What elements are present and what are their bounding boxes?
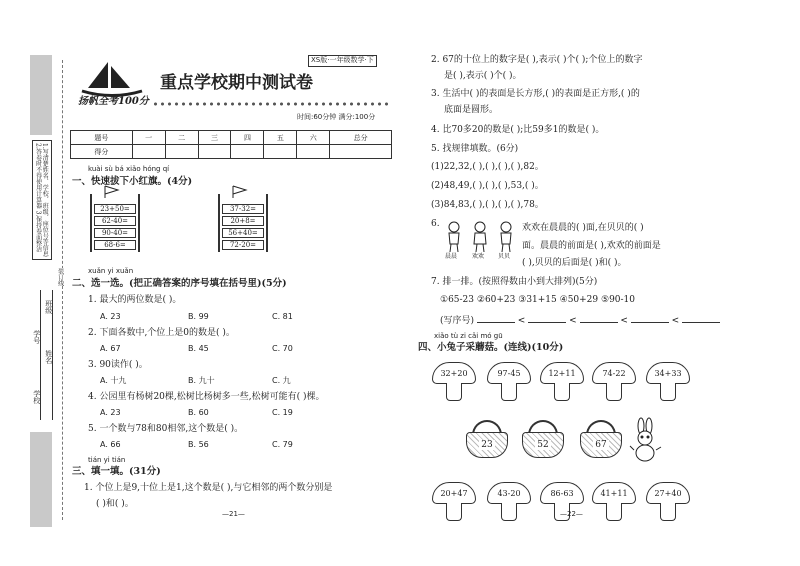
score-table-header	[71, 131, 392, 145]
mushroom-stem	[660, 503, 676, 521]
s3-title: 三、填一填。(31分)	[72, 466, 161, 477]
score-header-cell: 二	[165, 131, 198, 145]
ladder-rung: 56+40=	[222, 228, 264, 238]
mushroom-bottom-5[interactable]	[646, 482, 690, 522]
ladder-a	[90, 194, 140, 252]
mushroom-stem	[446, 503, 462, 521]
mushroom-cap: 86-63	[540, 482, 584, 504]
mushroom-stem	[446, 383, 462, 401]
score-header-cell: 六	[297, 131, 330, 145]
field-line-b	[52, 290, 53, 420]
s2-q2: 2. 下面各数中,个位上是0的数是( )。	[88, 328, 235, 338]
rabbit-icon	[628, 418, 664, 462]
sidebar-notice: 1.写清楚姓名、学校、班级、座位号等信息 2.答卷时不得使用计算器 3.保持卷面整洁	[34, 143, 49, 257]
q7-less-than: <	[671, 316, 680, 326]
sidebar-info-fields	[30, 290, 58, 420]
ladder-rung: 62-40=	[94, 216, 136, 226]
basket-number: 52	[537, 440, 549, 450]
mushroom-top-2[interactable]	[487, 362, 531, 402]
s2-q3-c[interactable]: C. 九	[272, 376, 291, 385]
mushroom-cap: 41+11	[592, 482, 636, 504]
score-cell[interactable]	[132, 145, 165, 159]
page-number-right: —22—	[560, 510, 583, 518]
brand-logo	[78, 58, 149, 108]
mushroom-top-4[interactable]	[592, 362, 636, 402]
dot-divider	[152, 102, 392, 106]
q3-line2: 底面是圆形。	[444, 105, 499, 115]
ladder-b	[218, 194, 268, 252]
s2-q4-b[interactable]: B. 60	[188, 408, 209, 417]
s3-pinyin: tián yi tián	[88, 456, 126, 464]
mushroom-top-1[interactable]	[432, 362, 476, 402]
q5-row-2: (2)48,49,( ),( ),( ),53,( )。	[431, 181, 544, 191]
ladder-rung: 20+8=	[222, 216, 264, 226]
mushroom-stem	[606, 503, 622, 521]
basket-number: 23	[481, 440, 493, 450]
s2-q5: 5. 一个数与78和80相邻,这个数是( )。	[88, 424, 244, 434]
basket-body	[522, 432, 564, 458]
score-header-cell: 题号	[71, 131, 133, 145]
score-cell[interactable]	[330, 145, 392, 159]
sidebar-notice-box	[32, 140, 52, 260]
score-header-cell: 一	[132, 131, 165, 145]
q5-row-1: (1)22,32,( ),( ),( ),( ),82。	[431, 162, 544, 172]
score-cell[interactable]	[297, 145, 330, 159]
field-line-a	[40, 290, 41, 420]
score-header-cell: 三	[198, 131, 231, 145]
score-cell[interactable]	[165, 145, 198, 159]
q5-title: 5. 找规律填数。(6分)	[431, 144, 519, 154]
s3-q1-line2: ( )和( )。	[96, 499, 134, 509]
ladder-rung: 68-6=	[94, 240, 136, 250]
field-name: 姓名	[44, 350, 53, 364]
q7-answer-row	[440, 313, 710, 325]
fold-line	[62, 60, 63, 520]
q7-title: 7. 排一排。(按照得数由小到大排列)(5分)	[431, 277, 598, 287]
score-cell[interactable]	[231, 145, 264, 159]
q7-blank[interactable]	[477, 315, 515, 323]
sidebar-bottom-strip	[30, 432, 52, 527]
q5-row-3: (3)84,83,( ),( ),( ),( ),78。	[431, 200, 544, 210]
q6-number: 6.	[431, 219, 440, 229]
score-cell[interactable]	[198, 145, 231, 159]
s2-q2-a[interactable]: A. 67	[100, 344, 121, 353]
kid-label: 贝贝	[498, 253, 511, 260]
score-cell[interactable]	[264, 145, 297, 159]
page-number-left: —21—	[222, 510, 245, 518]
s2-q5-a[interactable]: A. 66	[100, 440, 121, 449]
mushroom-cap: 32+20	[432, 362, 476, 384]
s1-pinyin: kuài sù bá xiǎo hóng qí	[88, 165, 170, 173]
sidebar-top-strip	[30, 55, 52, 135]
q7-blank[interactable]	[580, 315, 618, 323]
basket-number: 67	[595, 440, 607, 450]
q2-line2: 是( ),表示( )个( )。	[444, 71, 522, 81]
mushroom-cap: 20+47	[432, 482, 476, 504]
children-icon	[442, 220, 518, 254]
s2-q2-b[interactable]: B. 45	[188, 344, 209, 353]
s2-q5-c[interactable]: C. 79	[272, 440, 293, 449]
mushroom-cap: 27+40	[646, 482, 690, 504]
basket-3[interactable]	[580, 420, 622, 460]
score-table-row	[71, 145, 392, 159]
s2-q4-c[interactable]: C. 19	[272, 408, 293, 417]
s2-q4-a[interactable]: A. 23	[100, 408, 121, 417]
basket-body	[580, 432, 622, 458]
kid-label: 欢欢	[472, 253, 485, 260]
basket-body	[466, 432, 508, 458]
s2-q2-c[interactable]: C. 70	[272, 344, 293, 353]
score-table	[70, 130, 392, 159]
ladder-rail	[218, 194, 220, 252]
red-flag-icon	[232, 186, 248, 198]
q6-line2: 面。晨晨的前面是( ),欢欢的前面是	[522, 241, 661, 251]
mushroom-cap: 12+11	[540, 362, 584, 384]
grade-badge: XS版·一年级数学·下	[308, 55, 377, 67]
s2-q3-b[interactable]: B. 九十	[188, 376, 215, 385]
s3-q1-line1: 1. 个位上是9,十位上是1,这个数是( ),与它相邻的两个数分别是	[84, 483, 333, 493]
q7-blank[interactable]	[682, 315, 720, 323]
s2-q3-a[interactable]: A. 十九	[100, 376, 127, 385]
s2-q4: 4. 公园里有杨树20棵,松树比杨树多一些,松树可能有( )棵。	[88, 392, 325, 402]
rabbit-illustration	[628, 418, 664, 462]
q6-line3: ( ),贝贝的后面是( )和( )。	[522, 258, 627, 268]
field-school: 学校	[32, 390, 41, 404]
q7-blank[interactable]	[528, 315, 566, 323]
s2-q5-b[interactable]: B. 56	[188, 440, 209, 449]
q7-answer-label: (写序号)	[440, 316, 475, 326]
kid-label: 晨晨	[445, 253, 458, 260]
brand-name: 扬帆全考100分	[78, 96, 149, 107]
score-header-cell: 五	[264, 131, 297, 145]
s2-q1: 1. 最大的两位数是( )。	[88, 295, 182, 305]
score-header-cell: 四	[231, 131, 264, 145]
mushroom-stem	[606, 383, 622, 401]
q2-line1: 2. 67的十位上的数字是( ),表示( )个( );个位上的数字	[431, 55, 643, 65]
mushroom-top-3[interactable]	[540, 362, 584, 402]
mushroom-bottom-2[interactable]	[487, 482, 531, 522]
q7-less-than: <	[620, 316, 628, 326]
s2-q3: 3. 90读作( )。	[88, 360, 148, 370]
s1-title: 一、快速拔下小红旗。(4分)	[72, 176, 193, 187]
s2-q1-a[interactable]: A. 23	[100, 312, 121, 321]
ladder-rung: 37-32=	[222, 204, 264, 214]
red-flag-icon	[104, 186, 120, 198]
ladder-rung: 23+50=	[94, 204, 136, 214]
basket-1[interactable]	[466, 420, 508, 460]
ladder-rail	[90, 194, 92, 252]
q7-less-than: <	[517, 316, 526, 326]
basket-2[interactable]	[522, 420, 564, 460]
s2-pinyin: xuǎn yi xuǎn	[88, 267, 134, 275]
mushroom-cap: 74-22	[592, 362, 636, 384]
s2-title: 二、选一选。(把正确答案的序号填在括号里)(5分)	[72, 278, 287, 289]
ladder-rail	[266, 194, 268, 252]
q3-line1: 3. 生活中( )的表面是长方形,( )的表面是正方形,( )的	[431, 89, 640, 99]
mushroom-stem	[554, 383, 570, 401]
q4: 4. 比70多20的数是( );比59多1的数是( )。	[431, 125, 605, 135]
mushroom-stem	[501, 503, 517, 521]
score-row-label: 得分	[71, 145, 133, 159]
ladder-rung: 90-40=	[94, 228, 136, 238]
q7-less-than: <	[569, 316, 577, 326]
ladder-rail	[138, 194, 140, 252]
mushroom-top-5[interactable]	[646, 362, 690, 402]
mushroom-stem	[501, 383, 517, 401]
s2-q1-b[interactable]: B. 99	[188, 312, 209, 321]
sailboat-icon	[78, 58, 146, 98]
mushroom-cap: 97-45	[487, 362, 531, 384]
kids-illustration	[442, 220, 518, 262]
s4-pinyin: xiǎo tù zi cǎi mó gū	[434, 332, 503, 340]
mushroom-cap: 34+33	[646, 362, 690, 384]
q7-items: ①65-23 ②60+23 ③31+15 ④50+29 ⑤90-10	[440, 295, 636, 305]
page-title: 重点学校期中测试卷	[160, 73, 313, 93]
mushroom-bottom-4[interactable]	[592, 482, 636, 522]
time-info: 时间:60分钟 满分:100分	[297, 113, 376, 121]
mushroom-stem	[660, 383, 676, 401]
mushroom-cap: 43-20	[487, 482, 531, 504]
field-id: 学号	[32, 330, 41, 344]
q7-blank[interactable]	[631, 315, 669, 323]
ladder-rung: 72-20=	[222, 240, 264, 250]
field-class: 班级	[44, 300, 53, 314]
q6-line1: 欢欢在晨晨的( )面,在贝贝的( )	[522, 223, 644, 233]
s4-title: 四、小兔子采蘑菇。(连线)(10分)	[418, 342, 564, 353]
score-header-cell: 总分	[330, 131, 392, 145]
fold-label: 装订线	[56, 268, 64, 286]
s2-q1-c[interactable]: C. 81	[272, 312, 293, 321]
mushroom-bottom-1[interactable]	[432, 482, 476, 522]
